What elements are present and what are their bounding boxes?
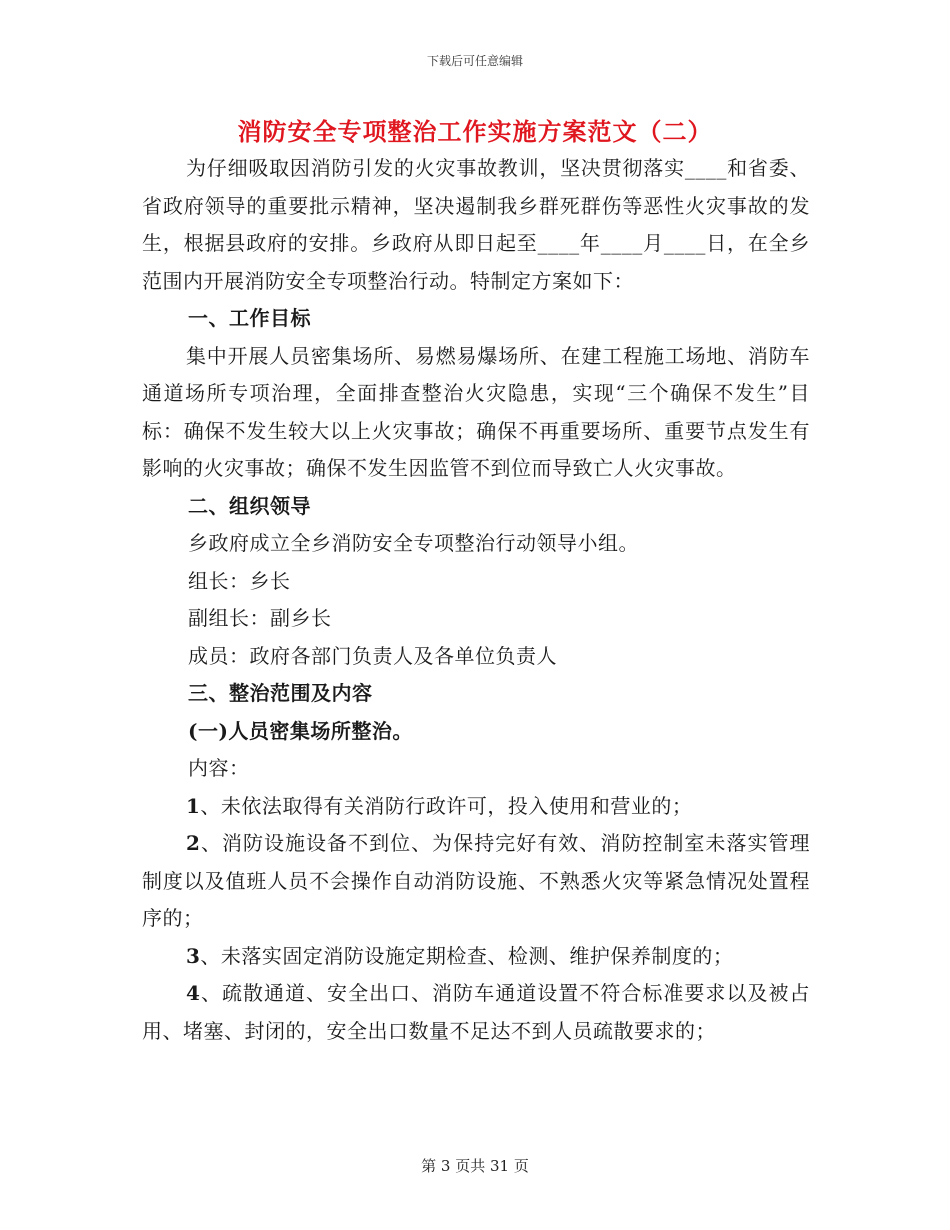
list-item xyxy=(142,788,810,826)
list-item-text: 、未落实固定消防设施定期检查、检测、维护保养制度的； xyxy=(200,943,734,968)
document-body xyxy=(142,150,810,1050)
list-item-number: 1 xyxy=(186,793,201,818)
section-1-paragraph: 集中开展人员密集场所、易燃易爆场所、在建工程施工场地、消防车通道场所专项治理，全面排查整治火灾隐患，实现“三个确保不发生”目标：确保不发生较大以上火灾事故；确保不再重要场所、重要节点发生有影响的火灾事故；确保不发生因监管不到位而导致亡人火灾事故。 xyxy=(142,343,810,480)
section-1-heading: 一、工作目标 xyxy=(188,306,311,330)
section-3-heading: 三、整治范围及内容 xyxy=(188,681,373,705)
list-item-number: 3 xyxy=(186,943,201,968)
section-2-line-2: 组长：乡长 xyxy=(188,568,291,593)
list-item-number: 4 xyxy=(186,981,201,1005)
section-3-subheading: (一)人员密集场所整治。 xyxy=(188,718,413,743)
page-header-note: 下载后可任意编辑 xyxy=(426,54,523,68)
section-2-heading: 二、组织领导 xyxy=(188,493,311,518)
list-item xyxy=(142,938,810,976)
list-item-text: 、未依法取得有关消防行政许可，投入使用和营业的； xyxy=(200,793,693,818)
list-item xyxy=(142,975,810,1050)
list-item-number: 2 xyxy=(186,831,201,855)
section-2-line-3: 副组长：副乡长 xyxy=(188,606,332,630)
list-item-text: 、疏散通道、安全出口、消防车通道设置不符合标准要求以及被占用、堵塞、封闭的，安全出口数量不足达不到人员疏散要求的； xyxy=(142,981,810,1043)
document-title: 消防安全专项整治工作实施方案范文（二） xyxy=(237,117,713,146)
section-2-line-1: 乡政府成立全乡消防安全专项整治行动领导小组。 xyxy=(188,531,639,555)
content-label: 内容： xyxy=(188,756,250,780)
list-item xyxy=(142,825,810,938)
section-2-line-4: 成员：政府各部门负责人及各单位负责人 xyxy=(188,643,557,668)
page-footer: 第 3 页共 31 页 xyxy=(421,1157,529,1175)
list-item-text: 、消防设施设备不到位、为保持完好有效、消防控制室未落实管理制度以及值班人员不会操作自动消防设施、不熟悉火灾等紧急情况处置程序的； xyxy=(142,831,810,930)
intro-paragraph: 为仔细吸取因消防引发的火灾事故教训，坚决贯彻落实____和省委、省政府领导的重要批示精神，坚决遏制我乡群死群伤等恶性火灾事故的发生，根据县政府的安排。乡政府从即日起至____年____月____日，在全乡范围内开展消防安全专项整治行动。特制定方案如下： xyxy=(142,156,810,293)
